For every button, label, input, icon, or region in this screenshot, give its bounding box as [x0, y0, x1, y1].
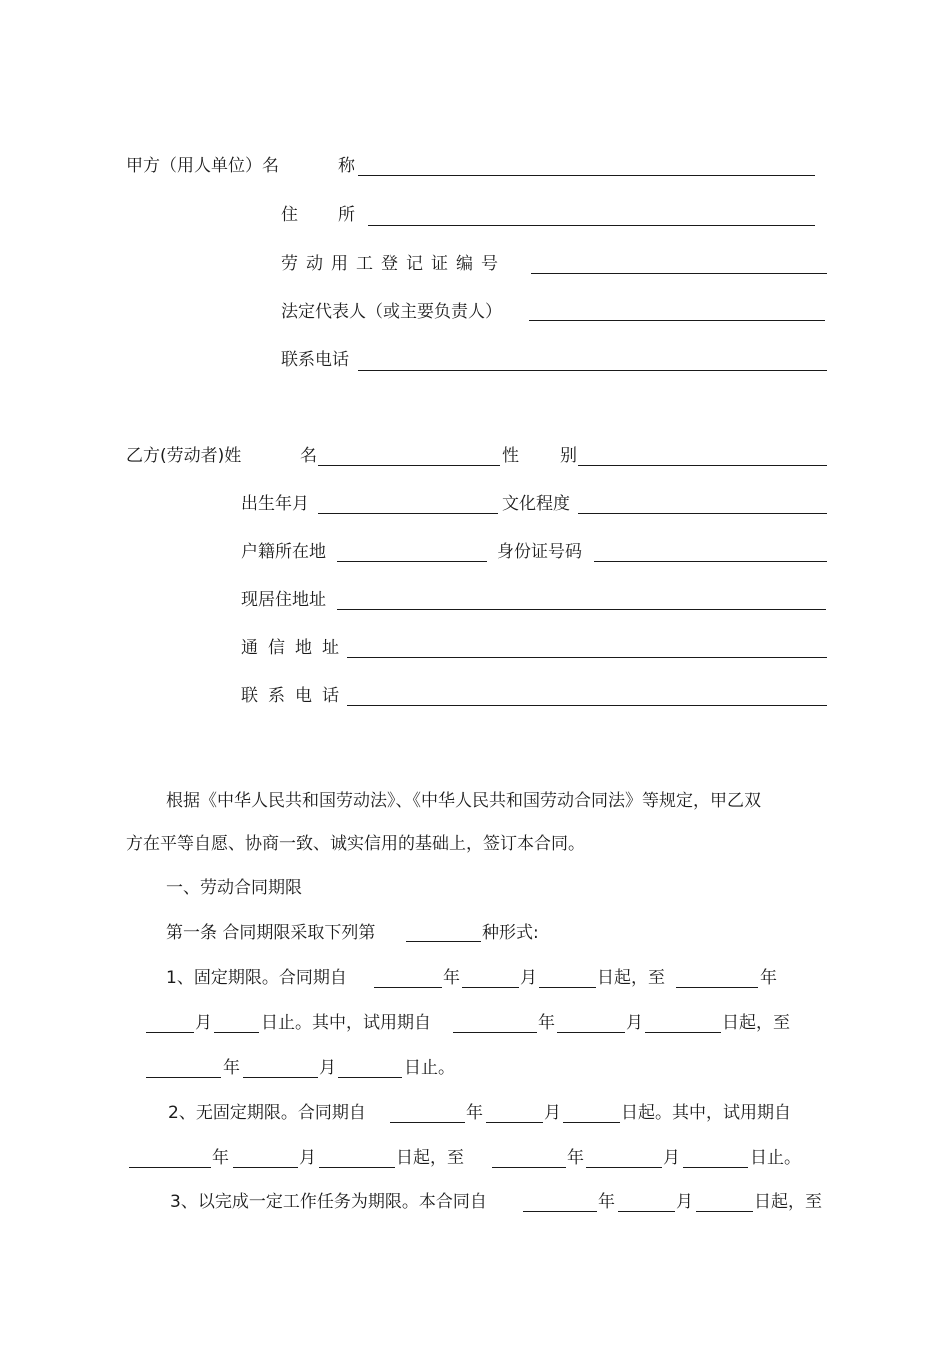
party-b-phone-label: 联系电话: [241, 686, 349, 706]
section-1-heading: 一、劳动合同期限: [166, 878, 302, 898]
party-b-residence-label: 现居住地址: [241, 590, 326, 610]
day-end-label: 日止。: [404, 1058, 455, 1078]
day-end-label: 日止。: [750, 1148, 801, 1168]
party-b-mail-address-label: 通信地址: [241, 638, 349, 658]
party-a-name-field[interactable]: [358, 175, 815, 176]
intro-paragraph-line-1: 根据《中华人民共和国劳动法》、《中华人民共和国劳动合同法》等规定，甲乙双: [166, 791, 761, 811]
open-probation-start-day-field[interactable]: [319, 1167, 395, 1168]
party-b-id-field[interactable]: [594, 561, 827, 562]
month-label: 月: [299, 1148, 316, 1168]
party-b-gender-label-2: 别: [560, 446, 577, 466]
year-label: 年: [466, 1103, 483, 1123]
fixed-probation-end-month-field[interactable]: [243, 1077, 318, 1078]
article-1-suffix: 种形式:: [482, 923, 539, 943]
task-start-month-field[interactable]: [618, 1211, 675, 1212]
month-label: 月: [676, 1192, 693, 1212]
party-a-registration-label: 劳动用工登记证编号: [281, 254, 506, 274]
month-label: 月: [626, 1013, 643, 1033]
party-a-name-label: 称: [338, 156, 355, 176]
party-a-phone-label: 联系电话: [281, 350, 349, 370]
month-label: 月: [195, 1013, 212, 1033]
day-start-label: 日起，至: [396, 1148, 464, 1168]
open-start-year-field[interactable]: [390, 1122, 465, 1123]
party-b-gender-label-1: 性: [502, 446, 519, 466]
month-label: 月: [319, 1058, 336, 1078]
party-b-birth-field[interactable]: [318, 513, 498, 514]
fixed-end-month-field[interactable]: [146, 1032, 194, 1033]
party-b-education-label: 文化程度: [502, 494, 570, 514]
fixed-probation-start-day-field[interactable]: [645, 1032, 721, 1033]
party-b-label: 乙方(劳动者)姓: [126, 446, 242, 466]
article-1-text: 第一条 合同期限采取下列第: [166, 923, 376, 943]
party-a-address-label-1: 住: [281, 205, 298, 225]
intro-paragraph-line-2: 方在平等自愿、协商一致、诚实信用的基础上，签订本合同。: [126, 834, 585, 854]
party-b-mail-address-field[interactable]: [347, 657, 827, 658]
fixed-start-month-field[interactable]: [462, 987, 519, 988]
day-start-label: 日起，至: [722, 1013, 790, 1033]
party-a-phone-field[interactable]: [358, 370, 827, 371]
party-b-id-label: 身份证号码: [497, 542, 582, 562]
fixed-end-day-field[interactable]: [214, 1032, 259, 1033]
party-a-legal-rep-label: 法定代表人（或主要负责人）: [281, 302, 502, 322]
party-a-address-label-2: 所: [338, 205, 355, 225]
fixed-end-year-field[interactable]: [676, 987, 758, 988]
party-a-label: 甲方（用人单位）名: [126, 156, 279, 176]
open-probation-start-month-field[interactable]: [233, 1167, 298, 1168]
open-start-month-field[interactable]: [486, 1122, 543, 1123]
task-start-day-field[interactable]: [696, 1211, 753, 1212]
fixed-probation-start-year-field[interactable]: [453, 1032, 537, 1033]
fixed-probation-end-year-field[interactable]: [146, 1077, 221, 1078]
month-label: 月: [544, 1103, 561, 1123]
open-term-text: 2、无固定期限。合同期自: [168, 1103, 366, 1123]
fixed-probation-start-month-field[interactable]: [557, 1032, 625, 1033]
form-choice-field[interactable]: [406, 941, 481, 942]
open-probation-text: 日起。其中，试用期自: [621, 1103, 791, 1123]
party-b-gender-field[interactable]: [578, 465, 827, 466]
year-label: 年: [212, 1148, 229, 1168]
party-a-legal-rep-field[interactable]: [529, 320, 825, 321]
year-label: 年: [567, 1148, 584, 1168]
party-b-household-field[interactable]: [337, 561, 487, 562]
year-label: 年: [538, 1013, 555, 1033]
party-a-registration-field[interactable]: [531, 273, 827, 274]
open-probation-end-day-field[interactable]: [683, 1167, 748, 1168]
probation-text: 日止。其中，试用期自: [261, 1013, 431, 1033]
party-b-birth-label: 出生年月: [241, 494, 309, 514]
year-label: 年: [223, 1058, 240, 1078]
party-b-phone-field[interactable]: [347, 705, 827, 706]
party-b-household-label: 户籍所在地: [241, 542, 326, 562]
year-label: 年: [760, 968, 777, 988]
party-b-residence-field[interactable]: [337, 609, 826, 610]
party-b-education-field[interactable]: [578, 513, 827, 514]
task-start-year-field[interactable]: [523, 1211, 597, 1212]
party-b-name-label: 名: [300, 446, 317, 466]
party-b-name-field[interactable]: [318, 465, 500, 466]
open-probation-end-month-field[interactable]: [586, 1167, 662, 1168]
year-label: 年: [443, 968, 460, 988]
fixed-probation-end-day-field[interactable]: [338, 1077, 402, 1078]
fixed-term-text: 1、固定期限。合同期自: [166, 968, 347, 988]
year-label: 年: [598, 1192, 615, 1212]
task-term-text: 3、以完成一定工作任务为期限。本合同自: [170, 1192, 487, 1212]
open-probation-start-year-field[interactable]: [129, 1167, 211, 1168]
month-label: 月: [663, 1148, 680, 1168]
day-start-label: 日起，至: [754, 1192, 822, 1212]
party-a-address-field[interactable]: [368, 225, 815, 226]
month-label: 月: [520, 968, 537, 988]
day-start-label: 日起，至: [597, 968, 665, 988]
fixed-start-year-field[interactable]: [374, 987, 442, 988]
open-start-day-field[interactable]: [563, 1122, 620, 1123]
open-probation-end-year-field[interactable]: [492, 1167, 566, 1168]
fixed-start-day-field[interactable]: [539, 987, 596, 988]
